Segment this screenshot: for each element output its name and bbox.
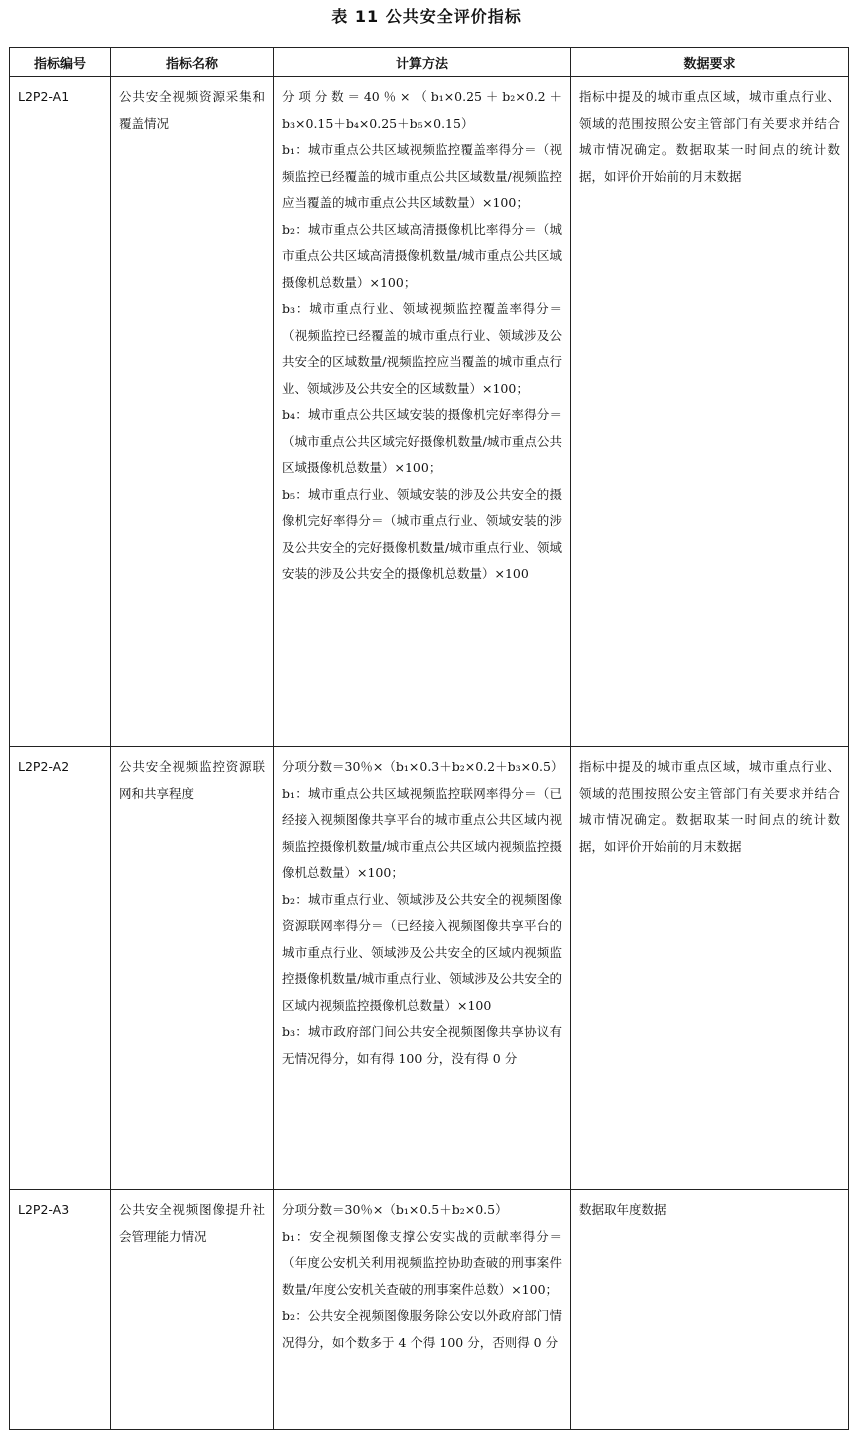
data-requirement: 数据取年度数据 <box>571 1190 849 1430</box>
method-paragraph: b₃：城市重点行业、领域视频监控覆盖率得分＝（视频监控已经覆盖的城市重点行业、领域涉及公共安全的区域数量/视频监控应当覆盖的城市重点行业、领域涉及公共安全的区域数量）×100； <box>282 301 562 396</box>
table-title: 表 11 公共安全评价指标 <box>331 7 522 26</box>
calculation-method <box>274 77 571 747</box>
method-paragraph: b₂：城市重点公共区域高清摄像机比率得分＝（城市重点公共区域高清摄像机数量/城市重点公共区域摄像机总数量）×100； <box>282 221 562 290</box>
header-row <box>10 48 849 77</box>
method-paragraph: 分项分数＝40％×（b₁×0.25＋b₂×0.2＋b₃×0.15＋b₄×0.25＋b₅×0.15） <box>282 89 562 131</box>
table-row <box>10 77 849 747</box>
indicator-name: 公共安全视频图像提升社会管理能力情况 <box>111 1190 274 1430</box>
indicator-table <box>9 47 849 1430</box>
calculation-method <box>274 1190 571 1430</box>
method-paragraph: b₁：安全视频图像支撑公安实战的贡献率得分＝（年度公安机关利用视频监控协助查破的刑事案件数量/年度公安机关查破的刑事案件总数）×100； <box>282 1228 562 1297</box>
table-row <box>10 1190 849 1430</box>
header-name: 指标名称 <box>111 48 274 77</box>
method-paragraph: b₃：城市政府部门间公共安全视频图像共享协议有无情况得分，如有得 100 分，没有得 0 分 <box>282 1024 562 1066</box>
method-paragraph: b₄：城市重点公共区域安装的摄像机完好率得分＝（城市重点公共区域完好摄像机数量/城市重点公共区域摄像机总数量）×100； <box>282 407 562 475</box>
header-id: 指标编号 <box>10 48 111 77</box>
header-method: 计算方法 <box>274 48 571 77</box>
method-paragraph: b₅：城市重点行业、领域安装的涉及公共安全的摄像机完好率得分＝（城市重点行业、领域安装的涉及公共安全的完好摄像机数量/城市重点行业、领域安装的涉及公共安全的摄像机总数量）×100 <box>282 486 562 581</box>
indicator-id: L2P2-A1 <box>10 77 111 747</box>
calculation-method <box>274 747 571 1190</box>
method-paragraph: 分项分数＝30％×（b₁×0.3＋b₂×0.2＋b₃×0.5） <box>282 759 564 774</box>
method-paragraph: 分项分数＝30％×（b₁×0.5＋b₂×0.5） <box>282 1202 508 1217</box>
indicator-id: L2P2-A2 <box>10 747 111 1190</box>
method-paragraph: b₁：城市重点公共区域视频监控覆盖率得分＝（视频监控已经覆盖的城市重点公共区域数量/视频监控应当覆盖的城市重点公共区域数量）×100； <box>282 142 562 210</box>
data-requirement: 指标中提及的城市重点区域，城市重点行业、领域的范围按照公安主管部门有关要求并结合城市情况确定。数据取某一时间点的统计数据，如评价开始前的月末数据 <box>571 747 849 1190</box>
header-requirement: 数据要求 <box>571 48 849 77</box>
table-row <box>10 747 849 1190</box>
indicator-name: 公共安全视频资源采集和覆盖情况 <box>111 77 274 747</box>
method-paragraph: b₂：公共安全视频图像服务除公安以外政府部门情况得分，如个数多于 4 个得 100 分，否则得 0 分 <box>282 1308 562 1350</box>
indicator-id: L2P2-A3 <box>10 1190 111 1430</box>
data-requirement: 指标中提及的城市重点区域，城市重点行业、领域的范围按照公安主管部门有关要求并结合城市情况确定。数据取某一时间点的统计数据，如评价开始前的月末数据 <box>571 77 849 747</box>
method-paragraph: b₁：城市重点公共区域视频监控联网率得分＝（已经接入视频图像共享平台的城市重点公共区域内视频监控摄像机数量/城市重点公共区域内视频监控摄像机总数量）×100； <box>282 785 562 880</box>
method-paragraph: b₂：城市重点行业、领域涉及公共安全的视频图像资源联网率得分＝（已经接入视频图像共享平台的城市重点行业、领域涉及公共安全的区域内视频监控摄像机数量/城市重点行业、领域涉及公共安全的区域内视频监控摄像机总数量）×100 <box>282 891 562 1013</box>
indicator-name: 公共安全视频监控资源联网和共享程度 <box>111 747 274 1190</box>
